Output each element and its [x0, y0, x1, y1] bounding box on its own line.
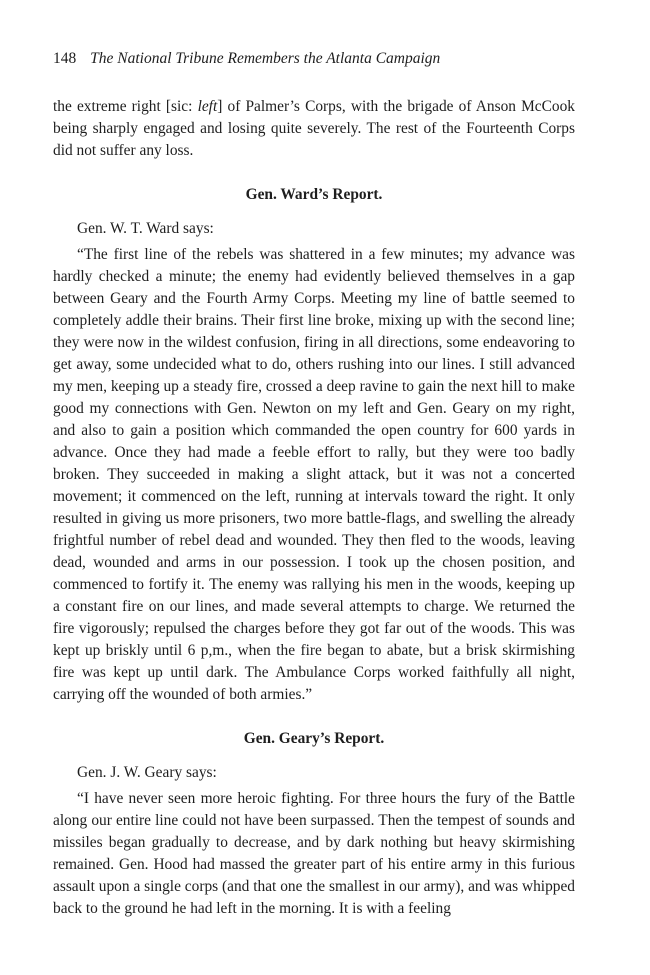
body-text	[53, 96, 575, 920]
report-quote-geary: “I have never seen more heroic fighting. For three hours the fury of the Battle along our entire line could not have been surpassed. Then the tempest of sounds and missiles began gradually to decrease, and by dark nothing but heavy skirmishing remained. Gen. Hood had massed the greater part of his entire army in this furious assault upon a single corps (and that one the smallest in our army), and was whipped back to the ground he had left in the morning. It is with a feeling	[53, 790, 575, 917]
section-heading-geary: Gen. Geary’s Report.	[243, 730, 385, 747]
continued-paragraph	[53, 96, 575, 162]
report-intro-ward: Gen. W. T. Ward says:	[77, 220, 214, 237]
paragraph-text: ] of Palmer’s Corps, with the brigade of Anson McCook being sharply engaged and losing quite severely. The rest of the Fourteenth Corps did not suffer any loss.	[53, 98, 575, 159]
running-header	[53, 49, 575, 69]
report-intro-geary: Gen. J. W. Geary says:	[77, 764, 217, 781]
section-heading-ward: Gen. Ward’s Report.	[245, 186, 383, 203]
running-title: The National Tribune Remembers the Atlanta Campaign	[90, 50, 441, 67]
emphasized-word: left	[197, 98, 218, 115]
report-quote-ward: “The first line of the rebels was shattered in a few minutes; my advance was hardly checked a minute; the enemy had evidently believed themselves in a gap between Geary and the Fourth Army Corps. Meeting my line of battle seemed to completely addle their brains. Their first line broke, mixing up with the second line; they were now in the wildest confusion, firing in all directions, some endeavoring to get away, some undecided what to do, others rushing into our lines. I still advanced my men, keeping up a steady fire, crossed a deep ravine to gain the next hill to make good my connections with Gen. Newton on my left and Gen. Geary on my right, and also to gain a position which commanded the open country for 600 yards in advance. Once they had made a feeble effort to rally, but they were too badly broken. They succeeded in making a slight attack, but it was not a concerted movement; it commenced on the left, running at intervals toward the right. It only resulted in giving us more prisoners, two more battle-flags, and swelling the already frightful number of rebel dead and wounded. They then fled to the woods, leaving dead, wounded and arms in our possession. I took up the chosen position, and commenced to fortify it. The enemy was rallying his men in the woods, keeping up a constant fire on our lines, and made several attempts to charge. We returned the fire vigorously; repulsed the charges before they got far out of the woods. This was kept up briskly until 6 p,m., when the fire began to abate, but a brisk skirmishing fire was kept up until dark. The Ambulance Corps worked faithfully all night, carrying off the wounded of both armies.”	[53, 246, 575, 703]
paragraph-text: the extreme right [sic:	[53, 98, 198, 115]
page-number: 148	[53, 50, 77, 67]
